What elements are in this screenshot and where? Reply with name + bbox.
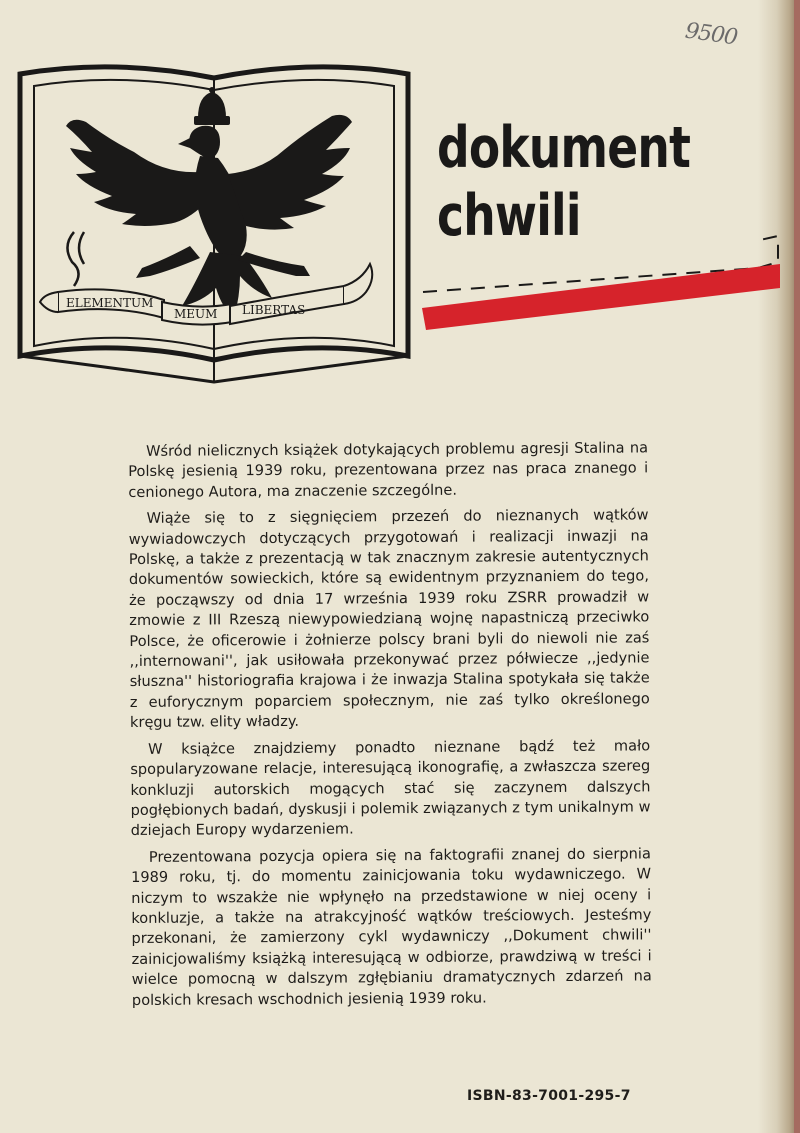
handwritten-price: 9500 [683, 18, 739, 51]
paragraph-1: Wśród nielicznych książek dotykających problemu agresji Stalina na Polskę jesienią 1939 roku, prezentowana przez nas praca znanego i cenionego Autora, ma znaczenie szczególne. [128, 439, 649, 501]
paragraph-3: W książce znajdziemy ponadto nieznane bądź też mało spopularyzowane relacje, interesującą ikonografię, a zwłaszcza szereg konkluzji autorskich mogących stać się zaczynem dalszych pogłębionych badań, dyskusji i polemik związanych z tym unikalnym w dziejach Europy wydarzeniem. [130, 737, 651, 840]
series-title-line-2: chwili [437, 183, 581, 249]
motto-word-2: MEUM [174, 307, 218, 321]
eagle-emblem [14, 56, 414, 386]
thunderbolt-icon [67, 232, 84, 286]
motto-word-3: LIBERTAS [242, 303, 306, 317]
paragraph-4: Prezentowana pozycja opiera się na faktografii znanej do sierpnia 1989 roku, tj. do momentu zainicjowania toku wydawniczego. W niczym to wszakże nie wpłynęło na przedstawione w niej oceny i konkluzje, a także na atrakcyjność wątków treściowych. Jesteśmy przekonani, że zamierzony cykl wydawniczy ,,Dokument chwili'' zainicjowaliśmy książką interesującą w odbiorze, prawdziwą w treści i wielce pomocną w dalszym zgłębianiu dramatycznych zdarzeń na polskich kresach wschodnich jesienią 1939 roku. [130, 845, 652, 1009]
blurb-text [128, 438, 652, 1017]
series-title-line-1: dokument [437, 115, 691, 181]
motto-word-1: ELEMENTUM [66, 296, 154, 310]
decorative-stripes [420, 230, 780, 340]
eagle-icon [66, 115, 352, 318]
crown-icon [194, 87, 230, 125]
book-spine-edge [794, 0, 800, 1133]
red-accent-stripe [422, 264, 780, 330]
paragraph-2: Wiąże się to z sięgnięciem przezeń do nieznanych wątków wywiadowczych dotyczących przygotowań i realizacji inwazji na Polskę, a także z prezentacją w tak znacznym zakresie autentycznych dokumentów sowieckich, które są ewidentnym przyznaniem do tego, że począwszy od dnia 17 września 1939 roku ZSRR prowadził w zmowie z III Rzeszą niewypowiedzianą wojnę napastniczą przeciwko Polsce, że oficerowie i żołnierze polscy brani byli do niewoli nie zaś ,,internowani'', jak usiłowała przekonywać przez półwiecze ,,jedynie słuszna'' historiografia krajowa i że inwazja Stalina spotykała się także z euforycznym poparciem społecznym, nie zaś tylko określonego kręgu tzw. elity władzy. [128, 506, 650, 732]
isbn-number: ISBN-83-7001-295-7 [467, 1088, 631, 1104]
